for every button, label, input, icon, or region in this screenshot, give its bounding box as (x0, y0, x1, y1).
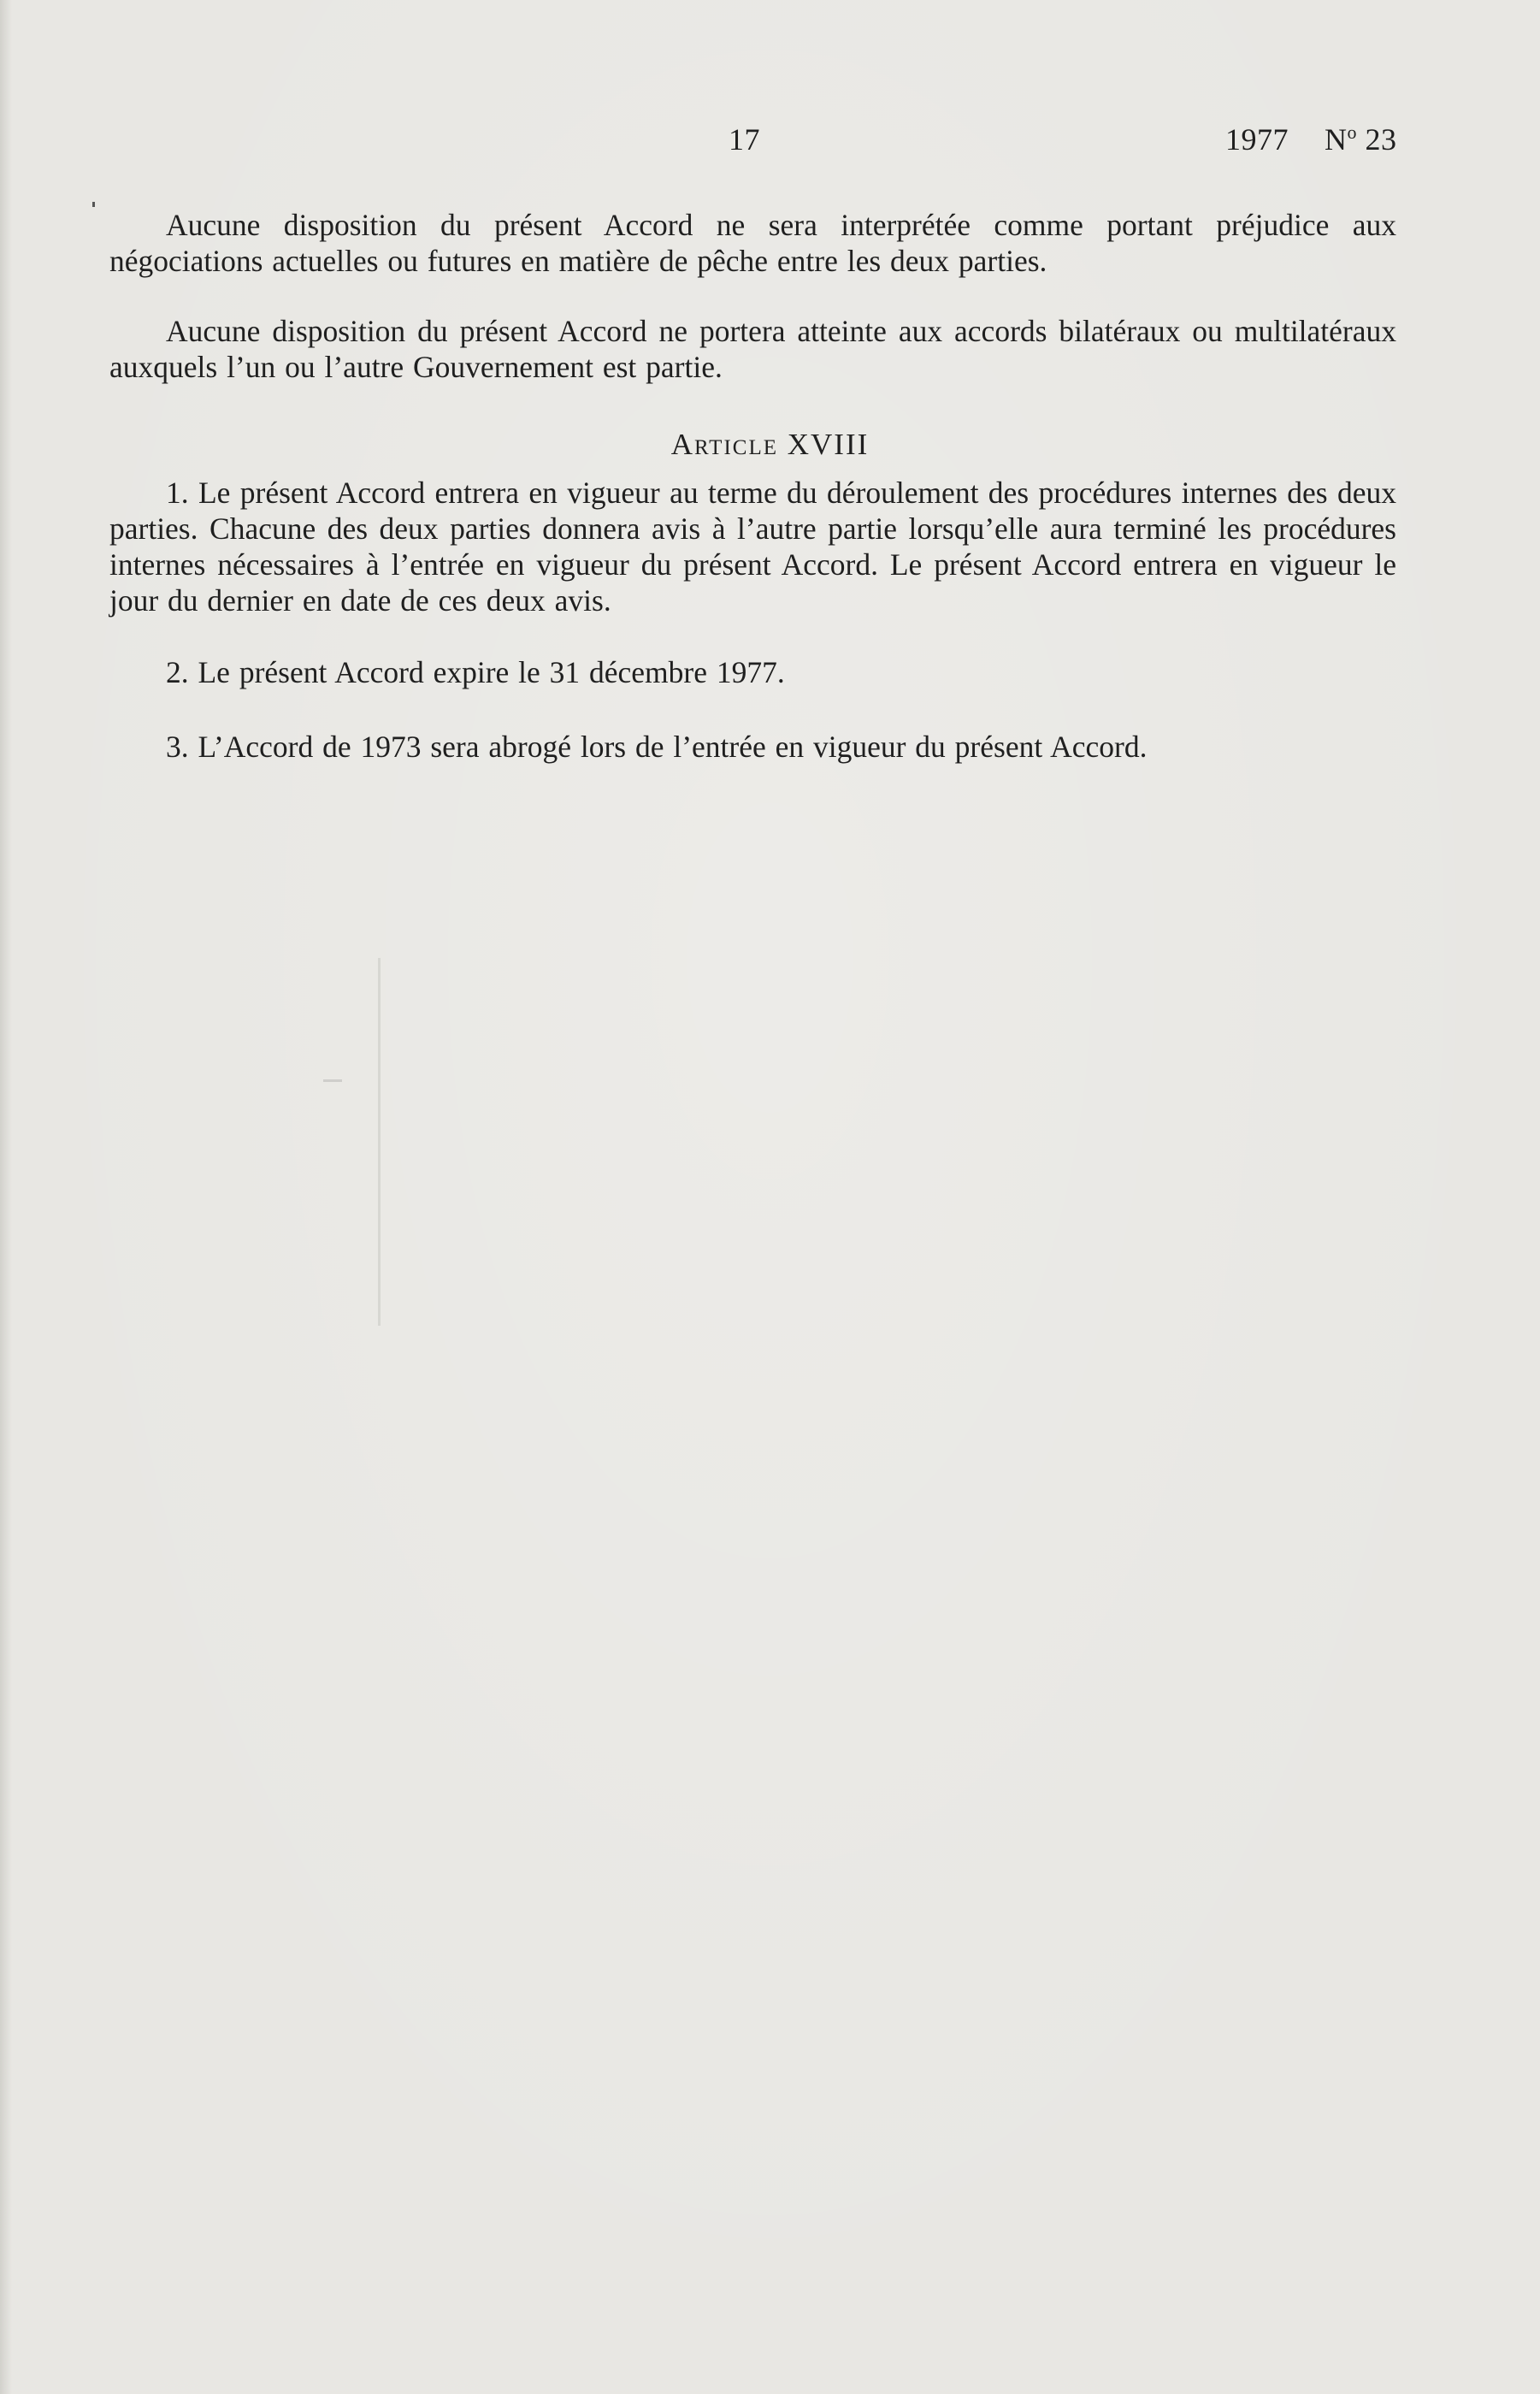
clause-2-text: 2. Le présent Accord expire le 31 décembre 1977. (166, 655, 785, 689)
stray-mark (92, 202, 95, 207)
paragraph-2-text: Aucune disposition du présent Accord ne portera atteinte aux accords bilatéraux ou multilatéraux auxquels l’un ou l’autre Gouvernement est partie. (109, 314, 1396, 384)
clause-3-text: 3. L’Accord de 1973 sera abrogé lors de l’entrée en vigueur du présent Accord. (166, 730, 1148, 764)
page-edge-shadow (0, 0, 12, 2394)
page-number: 17 (729, 122, 760, 157)
clause-3 (109, 729, 1396, 765)
bleed-through-rule (378, 958, 381, 1326)
article-heading: Article XVIII (670, 428, 870, 461)
header-year: 1977 (1225, 122, 1289, 157)
header-document-number: $N^o$ 23 (1325, 121, 1397, 157)
paragraph-2 (109, 313, 1396, 385)
clause-1-text: 1. Le présent Accord entrera en vigueur au terme du déroulement des procédures internes des deux parties. Chacune des deux parties donnera avis à l’autre partie lorsqu’elle aura terminé les procédures internes nécessaires à l’entrée en vigueur du présent Accord. Le présent Accord entrera en vigueur le jour du dernier en date de ces deux avis. (109, 476, 1396, 618)
clause-1 (109, 475, 1396, 618)
clause-2 (109, 654, 1396, 690)
bleed-through-dash (323, 1079, 342, 1082)
paragraph-1 (109, 207, 1396, 279)
paragraph-1-text: Aucune disposition du présent Accord ne sera interprétée comme portant préjudice aux négociations actuelles ou futures en matière de pêche entre les deux parties. (109, 208, 1396, 278)
